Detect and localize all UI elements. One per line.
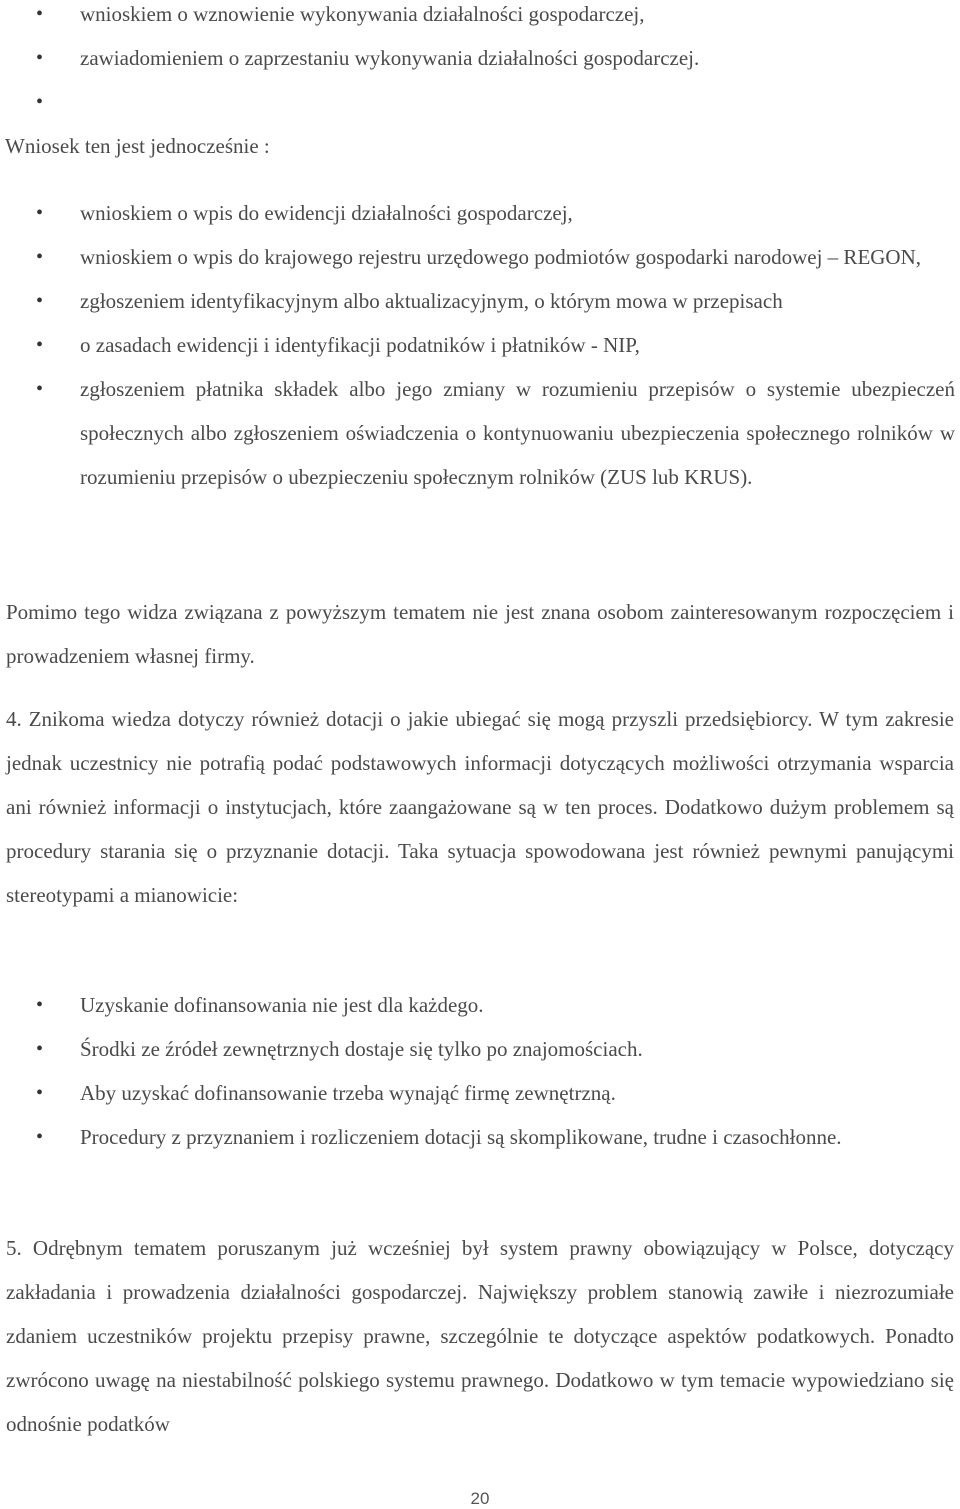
list-item: • wnioskiem o wznowienie wykonywania działalności gospodarczej, <box>0 0 955 36</box>
list-item: • zgłoszeniem identyfikacyjnym albo aktualizacyjnym, o którym mowa w przepisach <box>0 279 955 323</box>
list-item: • Procedury z przyznaniem i rozliczeniem dotacji są skomplikowane, trudne i czasochłonne. <box>0 1115 955 1159</box>
top-bullet-list <box>0 0 955 124</box>
paragraph-grants: 4. Znikoma wiedza dotyczy również dotacji o jakie ubiegać się mogą przyszli przedsiębiorcy. W tym zakresie jednak uczestnicy nie potrafią podać podstawowych informacji dotyczących możliwości otrzymania wsparcia ani również informacji o instytucjach, które zaangażowane są w ten proces. Dodatkowo dużym problemem są procedury starania się o przyznanie dotacji. Taka sytuacja spowodowana jest również pewnymi panującymi stereotypami a mianowicie: <box>6 707 954 907</box>
list-item: • wnioskiem o wpis do ewidencji działalności gospodarczej, <box>0 191 955 235</box>
list-item: • Środki ze źródeł zewnętrznych dostaje się tylko po znajomościach. <box>0 1027 955 1071</box>
page-number: 20 <box>470 1489 490 1508</box>
list-item: • o zasadach ewidencji i identyfikacji podatników i płatników - NIP, <box>0 323 955 367</box>
list-item: • Uzyskanie dofinansowania nie jest dla każdego. <box>0 983 955 1027</box>
list-item: • wnioskiem o wpis do krajowego rejestru urzędowego podmiotów gospodarki narodowej – REGON, <box>0 235 955 279</box>
paragraph-knowledge: Pomimo tego widza związana z powyższym tematem nie jest znana osobom zainteresowanym rozpoczęciem i prowadzeniem własnej firmy. <box>6 600 954 668</box>
intro-text: Wniosek ten jest jednocześnie : <box>5 134 270 158</box>
list-item-empty <box>0 80 955 124</box>
registration-bullet-list <box>0 191 955 499</box>
list-item: • zawiadomieniem o zaprzestaniu wykonywania działalności gospodarczej. <box>0 36 955 80</box>
list-item: • zgłoszeniem płatnika składek albo jego zmiany w rozumieniu przepisów o systemie ubezpieczeń społecznych albo zgłoszeniem oświadczenia o kontynuowaniu ubezpieczenia społecznego rolników w rozumieniu przepisów o ubezpieczeniu społecznym rolników (ZUS lub KRUS). <box>0 367 955 499</box>
list-item: • Aby uzyskać dofinansowanie trzeba wynająć firmę zewnętrzną. <box>0 1071 955 1115</box>
stereotypes-bullet-list <box>0 983 955 1159</box>
paragraph-legal-system: 5. Odrębnym tematem poruszanym już wcześniej był system prawny obowiązujący w Polsce, dotyczący zakładania i prowadzenia działalności gospodarczej. Największy problem stanowią zawiłe i niezrozumiałe zdaniem uczestników projektu przepisy prawne, szczególnie te dotyczące aspektów podatkowych. Ponadto zwrócono uwagę na niestabilność polskiego systemu prawnego. Dodatkowo w tym temacie wypowiedziano się odnośnie podatków <box>6 1236 954 1436</box>
